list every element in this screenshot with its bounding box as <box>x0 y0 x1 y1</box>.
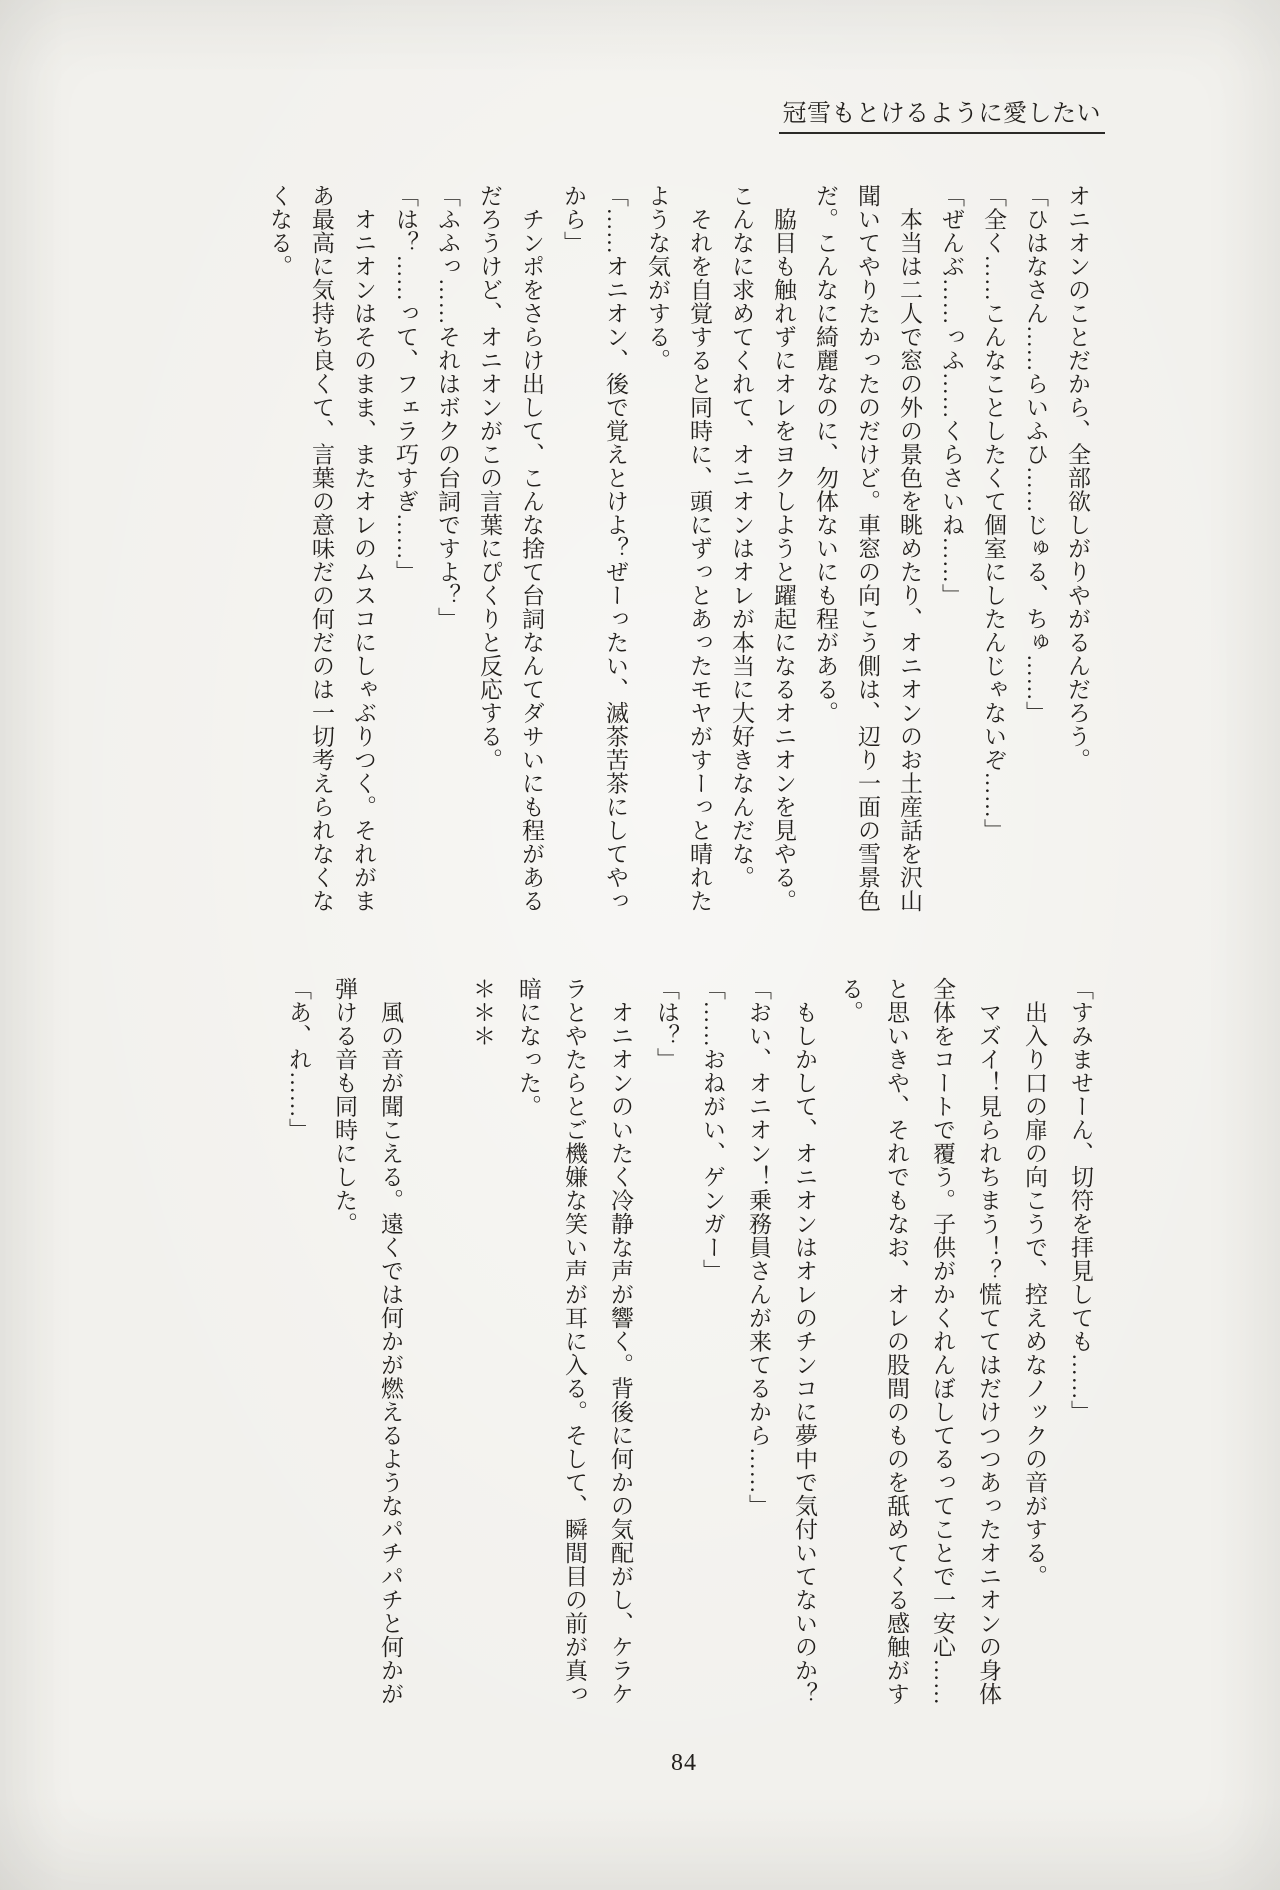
text-column: もしかして、オニオンはオレのチンコに夢中で気付いてないのか？ <box>792 977 817 1706</box>
bottom-text-block <box>275 977 1103 1777</box>
text-column: チンポをさらけ出して、こんな捨て台詞なんてダサいにも程がある <box>519 184 544 913</box>
text-column: 「ぜんぶ……っふ……くらさいね……」 <box>939 184 964 607</box>
text-column: から」 <box>561 184 586 255</box>
text-column <box>413 977 459 1777</box>
text-column: 弾ける音も同時にした。 <box>332 977 357 1236</box>
text-column: オニオンのいたく冷静な声が響く。背後に何かの気配がし、ケラケ <box>608 977 633 1706</box>
text-column: それを自覚すると同時に、頭にずっとあったモヤがすーっと晴れた <box>687 184 712 913</box>
text-column: 「は？……って、フェラ巧すぎ……」 <box>393 184 418 584</box>
text-column: 本当は二人で窓の外の景色を眺めたり、オニオンのお土産話を沢山 <box>897 184 922 913</box>
text-column: ラとやたらとご機嫌な笑い声が耳に入る。そして、瞬間目の前が真っ <box>562 977 587 1706</box>
text-column: 「は？」 <box>654 977 679 1071</box>
text-column: 出入り口の扉の向こうで、控えめなノックの音がする。 <box>1022 977 1047 1588</box>
text-column: 風の音が聞こえる。遠くでは何かが燃えるようなパチパチと何かが <box>378 977 403 1706</box>
text-column: マズイ！見られちまう！？慌ててはだけつつあったオニオンの身体 <box>976 977 1001 1706</box>
text-column: オニオンはそのまま、またオレのムスコにしゃぶりつく。それがま <box>351 184 376 913</box>
text-column: オニオンのことだから、全部欲しがりやがるんだろう。 <box>1065 184 1090 772</box>
text-column: ような気がする。 <box>645 184 670 372</box>
text-column: 「……オニオン、後で覚えとけよ？ぜーったい、滅茶苦茶にしてやっ <box>603 184 628 913</box>
page-number: 84 <box>671 1750 697 1776</box>
text-column: だろうけど、オニオンがこの言葉にぴくりと反応する。 <box>477 184 502 772</box>
text-column: ＊＊＊ <box>470 977 495 1048</box>
text-column: と思いきや、それでもなお、オレの股間のものを舐めてくる感触がす <box>884 977 909 1706</box>
text-column: 「あ、れ……」 <box>286 977 311 1142</box>
text-column: 脇目も触れずにオレをヨクしようと躍起になるオニオンを見やる。 <box>771 184 796 913</box>
text-column: 「……おねがい、ゲンガー」 <box>700 977 725 1283</box>
text-column: 「全く……こんなことしたくて個室にしたんじゃないぞ……」 <box>981 184 1006 842</box>
text-column: 「ひはなさん……らいふひ……じゅる、ちゅ……」 <box>1023 184 1048 725</box>
page-header-title: 冠雪もとけるように愛したい <box>779 101 1106 134</box>
text-column: 「ふふっ……それはボクの台詞ですよ？」 <box>435 184 460 631</box>
text-column: こんなに求めてくれて、オニオンはオレが本当に大好きなんだな。 <box>729 184 754 889</box>
text-column: 暗になった。 <box>516 977 541 1118</box>
running-header <box>779 101 1106 134</box>
top-text-block <box>258 184 1098 979</box>
text-column: る。 <box>838 977 863 1024</box>
text-column: あ最高に気持ち良くて、言葉の意味だの何だのは一切考えられなくな <box>309 184 334 913</box>
text-column: 全体をコートで覆う。子供がかくれんぼしてるってことで一安心…… <box>930 977 955 1706</box>
text-column: 「すみませーん、切符を拝見しても……」 <box>1068 977 1093 1424</box>
text-column: くなる。 <box>267 184 292 278</box>
text-column: 聞いてやりたかったのだけど。車窓の向こう側は、辺り一面の雪景色 <box>855 184 880 913</box>
text-column: だ。こんなに綺麗なのに、勿体ないにも程がある。 <box>813 184 838 725</box>
text-column: 「おい、オニオン！乗務員さんが来てるから……」 <box>746 977 771 1518</box>
